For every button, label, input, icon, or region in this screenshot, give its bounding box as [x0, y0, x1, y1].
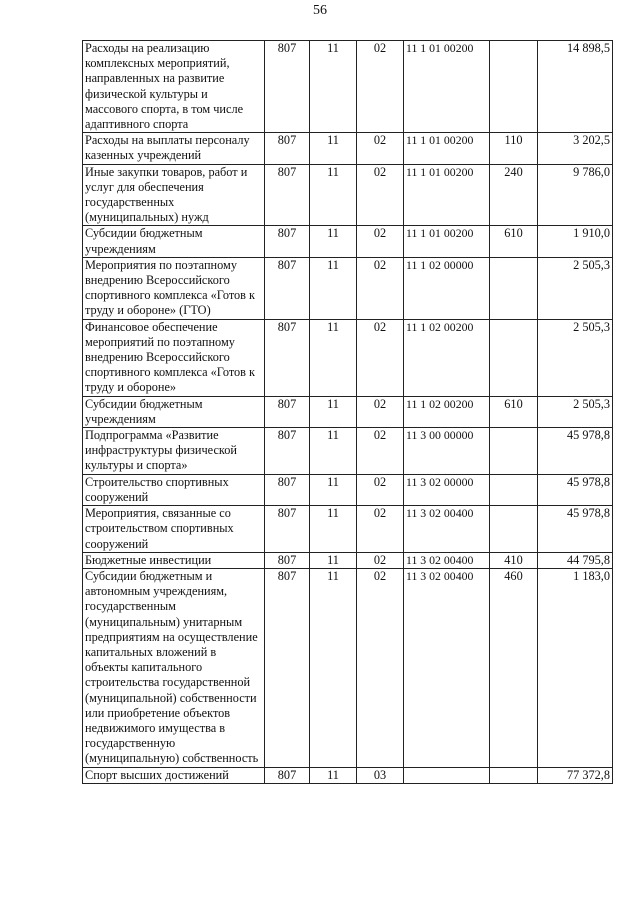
subsection-code-cell: 02: [357, 474, 404, 505]
row-name-cell: Бюджетные инвестиции: [83, 552, 265, 568]
amount-cell: 77 372,8: [538, 767, 613, 783]
grbs-code-cell: 807: [265, 41, 310, 133]
subsection-code-cell: 02: [357, 226, 404, 257]
subsection-code-cell: 02: [357, 319, 404, 396]
target-article-cell: 11 1 01 00200: [404, 133, 490, 164]
grbs-code-cell: 807: [265, 428, 310, 475]
table-row: [83, 428, 613, 475]
table-row: [83, 164, 613, 226]
expense-type-cell: [490, 767, 538, 783]
section-code-cell: 11: [310, 396, 357, 427]
budget-table: [82, 40, 613, 784]
target-article-cell: 11 1 01 00200: [404, 41, 490, 133]
row-name-cell: Иные закупки товаров, работ и услуг для обеспечения государственных (муниципальных) нужд: [83, 164, 265, 226]
row-name-cell: Строительство спортивных сооружений: [83, 474, 265, 505]
expense-type-cell: 460: [490, 568, 538, 767]
section-code-cell: 11: [310, 319, 357, 396]
section-code-cell: 11: [310, 226, 357, 257]
row-name-cell: Расходы на реализацию комплексных мероприятий, направленных на развитие физической культуры и массового спорта, в том числе адаптивного спорта: [83, 41, 265, 133]
amount-cell: 45 978,8: [538, 506, 613, 553]
row-name-cell: Субсидии бюджетным и автономным учреждениям, государственным (муниципальным) унитарным предприятиям на осуществление капитальных вложений в объекты капитального строительства государственной (муниципальной) собственности или приобретение объектов недвижимого имущества в государственную (муниципальную) собственность: [83, 568, 265, 767]
grbs-code-cell: 807: [265, 319, 310, 396]
expense-type-cell: [490, 428, 538, 475]
amount-cell: 44 795,8: [538, 552, 613, 568]
table-row: [83, 767, 613, 783]
section-code-cell: 11: [310, 767, 357, 783]
section-code-cell: 11: [310, 474, 357, 505]
table-row: [83, 506, 613, 553]
budget-table-body: [83, 41, 613, 784]
grbs-code-cell: 807: [265, 133, 310, 164]
table-row: [83, 41, 613, 133]
subsection-code-cell: 02: [357, 568, 404, 767]
amount-cell: 45 978,8: [538, 474, 613, 505]
subsection-code-cell: 02: [357, 552, 404, 568]
expense-type-cell: 610: [490, 226, 538, 257]
table-row: [83, 474, 613, 505]
target-article-cell: 11 1 02 00200: [404, 396, 490, 427]
row-name-cell: Расходы на выплаты персоналу казенных учреждений: [83, 133, 265, 164]
target-article-cell: 11 3 02 00400: [404, 506, 490, 553]
grbs-code-cell: 807: [265, 226, 310, 257]
table-row: [83, 257, 613, 319]
target-article-cell: 11 1 01 00200: [404, 164, 490, 226]
table-row: [83, 568, 613, 767]
table-row: [83, 319, 613, 396]
subsection-code-cell: 02: [357, 164, 404, 226]
row-name-cell: Спорт высших достижений: [83, 767, 265, 783]
amount-cell: 45 978,8: [538, 428, 613, 475]
target-article-cell: 11 3 02 00400: [404, 552, 490, 568]
amount-cell: 2 505,3: [538, 257, 613, 319]
subsection-code-cell: 02: [357, 396, 404, 427]
target-article-cell: 11 3 00 00000: [404, 428, 490, 475]
grbs-code-cell: 807: [265, 552, 310, 568]
grbs-code-cell: 807: [265, 164, 310, 226]
section-code-cell: 11: [310, 568, 357, 767]
subsection-code-cell: 02: [357, 506, 404, 553]
section-code-cell: 11: [310, 133, 357, 164]
row-name-cell: Мероприятия, связанные со строительством спортивных сооружений: [83, 506, 265, 553]
expense-type-cell: [490, 41, 538, 133]
page-number: 56: [313, 3, 327, 18]
grbs-code-cell: 807: [265, 396, 310, 427]
amount-cell: 2 505,3: [538, 396, 613, 427]
subsection-code-cell: 02: [357, 133, 404, 164]
amount-cell: 14 898,5: [538, 41, 613, 133]
target-article-cell: 11 1 02 00200: [404, 319, 490, 396]
expense-type-cell: [490, 506, 538, 553]
section-code-cell: 11: [310, 257, 357, 319]
subsection-code-cell: 03: [357, 767, 404, 783]
row-name-cell: Субсидии бюджетным учреждениям: [83, 396, 265, 427]
row-name-cell: Финансовое обеспечение мероприятий по поэтапному внедрению Всероссийского спортивного комплекса «Готов к труду и обороне»: [83, 319, 265, 396]
expense-type-cell: [490, 474, 538, 505]
amount-cell: 1 183,0: [538, 568, 613, 767]
row-name-cell: Мероприятия по поэтапному внедрению Всероссийского спортивного комплекса «Готов к труду и обороне» (ГТО): [83, 257, 265, 319]
target-article-cell: 11 3 02 00400: [404, 568, 490, 767]
subsection-code-cell: 02: [357, 428, 404, 475]
table-row: [83, 552, 613, 568]
section-code-cell: 11: [310, 164, 357, 226]
table-row: [83, 396, 613, 427]
grbs-code-cell: 807: [265, 257, 310, 319]
target-article-cell: 11 1 02 00000: [404, 257, 490, 319]
grbs-code-cell: 807: [265, 506, 310, 553]
expense-type-cell: 410: [490, 552, 538, 568]
expense-type-cell: 110: [490, 133, 538, 164]
section-code-cell: 11: [310, 506, 357, 553]
section-code-cell: 11: [310, 552, 357, 568]
grbs-code-cell: 807: [265, 568, 310, 767]
target-article-cell: [404, 767, 490, 783]
grbs-code-cell: 807: [265, 767, 310, 783]
target-article-cell: 11 1 01 00200: [404, 226, 490, 257]
section-code-cell: 11: [310, 428, 357, 475]
table-row: [83, 226, 613, 257]
expense-type-cell: 240: [490, 164, 538, 226]
subsection-code-cell: 02: [357, 41, 404, 133]
amount-cell: 3 202,5: [538, 133, 613, 164]
row-name-cell: Подпрограмма «Развитие инфраструктуры физической культуры и спорта»: [83, 428, 265, 475]
row-name-cell: Субсидии бюджетным учреждениям: [83, 226, 265, 257]
amount-cell: 1 910,0: [538, 226, 613, 257]
expense-type-cell: 610: [490, 396, 538, 427]
grbs-code-cell: 807: [265, 474, 310, 505]
subsection-code-cell: 02: [357, 257, 404, 319]
section-code-cell: 11: [310, 41, 357, 133]
amount-cell: 2 505,3: [538, 319, 613, 396]
expense-type-cell: [490, 257, 538, 319]
target-article-cell: 11 3 02 00000: [404, 474, 490, 505]
table-row: [83, 133, 613, 164]
amount-cell: 9 786,0: [538, 164, 613, 226]
expense-type-cell: [490, 319, 538, 396]
